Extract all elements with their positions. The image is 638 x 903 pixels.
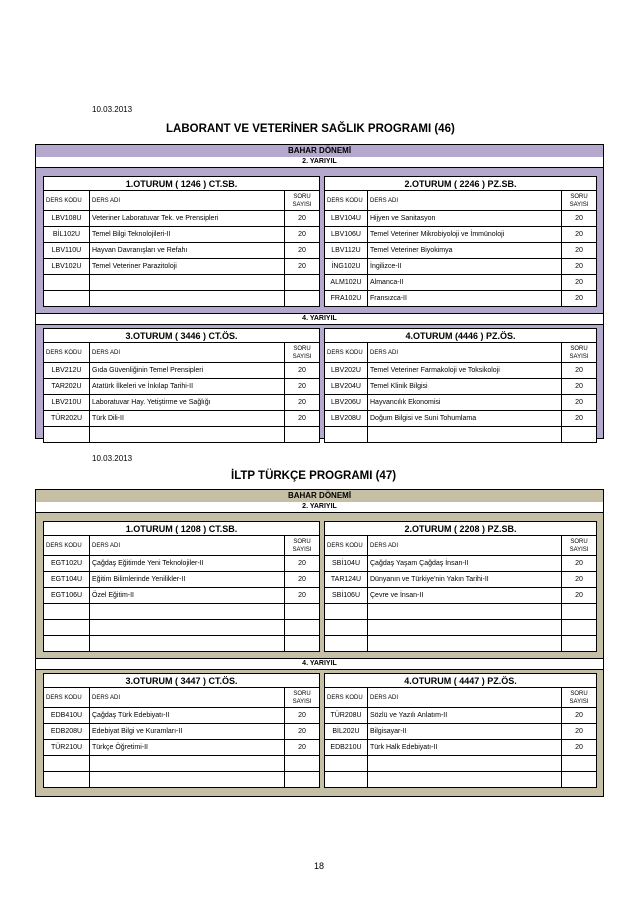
col-name-header: DERS ADI [368, 536, 562, 556]
table-row [325, 756, 597, 772]
course-name: Çağdaş Eğitimde Yeni Teknolojiler-II [90, 556, 285, 572]
session-table [43, 328, 320, 443]
exam-date: 10.03.2013 [92, 454, 133, 463]
course-code: LBV104U [325, 211, 368, 227]
course-code [325, 604, 368, 620]
course-code: TAR202U [44, 379, 90, 395]
course-code [44, 604, 90, 620]
session-table [43, 176, 320, 307]
col-code-header: DERS KODU [44, 536, 90, 556]
col-code-header: DERS KODU [325, 688, 368, 708]
question-count [285, 427, 320, 443]
question-count [285, 636, 320, 652]
course-name [368, 604, 562, 620]
table-row [44, 724, 320, 740]
table-row [44, 227, 320, 243]
course-name: Türk Dili-II [90, 411, 285, 427]
course-code: EDB210U [325, 740, 368, 756]
table-row [325, 379, 597, 395]
table-row [44, 259, 320, 275]
course-name [368, 620, 562, 636]
course-name: Fransızca-II [368, 291, 562, 307]
course-name [368, 772, 562, 788]
session-title: 4.OTURUM (4446 ) PZ.ÖS. [325, 329, 597, 343]
program-panel [35, 489, 604, 797]
col-name-header: DERS ADI [368, 191, 562, 211]
col-code-header: DERS KODU [44, 191, 90, 211]
course-code: İNG102U [325, 259, 368, 275]
course-name: İngilizce-II [368, 259, 562, 275]
course-code: LBV204U [325, 379, 368, 395]
table-row [44, 556, 320, 572]
course-name [368, 756, 562, 772]
session-table [324, 673, 597, 788]
table-row [44, 243, 320, 259]
course-code [44, 620, 90, 636]
course-name: Edebiyat Bilgi ve Kuramları-II [90, 724, 285, 740]
course-name: Çevre ve İnsan-II [368, 588, 562, 604]
table-row [325, 427, 597, 443]
question-count: 20 [562, 291, 597, 307]
col-name-header: DERS ADI [90, 343, 285, 363]
col-count-header: SORU SAYISI [562, 343, 597, 363]
course-code: LBV102U [44, 259, 90, 275]
question-count: 20 [562, 572, 597, 588]
table-row [44, 636, 320, 652]
course-name [90, 636, 285, 652]
table-row [44, 708, 320, 724]
table-row [325, 772, 597, 788]
col-code-header: DERS KODU [325, 343, 368, 363]
question-count: 20 [285, 708, 320, 724]
table-row [44, 572, 320, 588]
course-name: Bilgisayar-II [368, 724, 562, 740]
col-code-header: DERS KODU [44, 343, 90, 363]
course-name: Hijyen ve Sanitasyon [368, 211, 562, 227]
question-count [562, 772, 597, 788]
program-panel [35, 144, 604, 439]
col-name-header: DERS ADI [368, 343, 562, 363]
course-code [44, 756, 90, 772]
question-count: 20 [562, 227, 597, 243]
course-name: Temel Veteriner Farmakoloji ve Toksikoloji [368, 363, 562, 379]
col-name-header: DERS ADI [90, 536, 285, 556]
course-code [44, 275, 90, 291]
question-count: 20 [562, 363, 597, 379]
table-row [325, 291, 597, 307]
question-count [562, 636, 597, 652]
course-code: EDB208U [44, 724, 90, 740]
table-row [325, 275, 597, 291]
course-name [90, 427, 285, 443]
col-code-header: DERS KODU [325, 536, 368, 556]
table-row [325, 243, 597, 259]
course-name: Sözlü ve Yazılı Anlatım-II [368, 708, 562, 724]
col-code-header: DERS KODU [44, 688, 90, 708]
question-count [562, 604, 597, 620]
course-code: BİL202U [325, 724, 368, 740]
course-code [44, 427, 90, 443]
course-name: Temel Veteriner Parazitoloji [90, 259, 285, 275]
course-code: TÜR208U [325, 708, 368, 724]
course-code: BİL102U [44, 227, 90, 243]
exam-date: 10.03.2013 [92, 105, 133, 114]
course-code: LBV208U [325, 411, 368, 427]
course-code [44, 772, 90, 788]
session-title: 1.OTURUM ( 1246 ) CT.SB. [44, 177, 320, 191]
course-code: EDB410U [44, 708, 90, 724]
question-count: 20 [562, 588, 597, 604]
question-count [285, 772, 320, 788]
semester-header: 2. YARIYIL [36, 157, 603, 168]
question-count: 20 [285, 556, 320, 572]
course-name: Türkçe Öğretimi-II [90, 740, 285, 756]
question-count: 20 [562, 211, 597, 227]
table-row [44, 275, 320, 291]
course-name: Veteriner Laboratuvar Tek. ve Prensipleri [90, 211, 285, 227]
question-count: 20 [562, 724, 597, 740]
course-name [368, 636, 562, 652]
table-row [325, 604, 597, 620]
course-code [44, 636, 90, 652]
question-count: 20 [285, 395, 320, 411]
question-count: 20 [562, 708, 597, 724]
course-name: Laboratuvar Hay. Yetiştirme ve Sağlığı [90, 395, 285, 411]
question-count: 20 [285, 411, 320, 427]
course-code: EGT106U [44, 588, 90, 604]
course-code [44, 291, 90, 307]
question-count: 20 [562, 411, 597, 427]
table-row [44, 604, 320, 620]
session-title: 2.OTURUM ( 2208 ) PZ.SB. [325, 522, 597, 536]
course-name [90, 620, 285, 636]
col-count-header: SORU SAYISI [562, 688, 597, 708]
course-code: SBİ104U [325, 556, 368, 572]
course-code: LBV108U [44, 211, 90, 227]
course-name [368, 427, 562, 443]
session-title: 4.OTURUM ( 4447 ) PZ.ÖS. [325, 674, 597, 688]
course-code: LBV112U [325, 243, 368, 259]
question-count: 20 [562, 556, 597, 572]
course-code: SBİ106U [325, 588, 368, 604]
table-row [325, 724, 597, 740]
question-count: 20 [285, 724, 320, 740]
course-code: LBV106U [325, 227, 368, 243]
course-name: Temel Klinik Bilgisi [368, 379, 562, 395]
question-count: 20 [285, 588, 320, 604]
course-name: Temel Bilgi Teknolojileri-II [90, 227, 285, 243]
question-count: 20 [562, 275, 597, 291]
question-count: 20 [562, 740, 597, 756]
question-count: 20 [285, 259, 320, 275]
page-number: 18 [313, 861, 324, 871]
table-row [325, 708, 597, 724]
course-code: EGT102U [44, 556, 90, 572]
table-row [44, 772, 320, 788]
table-row [44, 620, 320, 636]
term-header: BAHAR DÖNEMİ [287, 146, 352, 155]
course-name: Türk Halk Edebiyatı-II [368, 740, 562, 756]
col-count-header: SORU SAYISI [562, 536, 597, 556]
session-table [324, 176, 597, 307]
session-title: 2.OTURUM ( 2246 ) PZ.SB. [325, 177, 597, 191]
course-name: Özel Eğitim-II [90, 588, 285, 604]
question-count [562, 756, 597, 772]
col-count-header: SORU SAYISI [285, 536, 320, 556]
course-name: Almanca-II [368, 275, 562, 291]
question-count: 20 [562, 379, 597, 395]
table-row [325, 395, 597, 411]
question-count: 20 [285, 572, 320, 588]
table-row [325, 572, 597, 588]
table-row [325, 411, 597, 427]
table-row [44, 427, 320, 443]
course-name [90, 756, 285, 772]
course-code [325, 772, 368, 788]
question-count [285, 275, 320, 291]
question-count: 20 [285, 379, 320, 395]
table-row [325, 588, 597, 604]
table-row [44, 411, 320, 427]
course-code [325, 636, 368, 652]
question-count [285, 291, 320, 307]
table-row [44, 395, 320, 411]
session-table [43, 521, 320, 652]
course-name [90, 291, 285, 307]
question-count: 20 [285, 211, 320, 227]
question-count: 20 [562, 259, 597, 275]
course-code: LBV212U [44, 363, 90, 379]
session-table [43, 673, 320, 788]
question-count: 20 [285, 243, 320, 259]
question-count: 20 [562, 395, 597, 411]
col-code-header: DERS KODU [325, 191, 368, 211]
course-name: Hayvancılık Ekonomisi [368, 395, 562, 411]
semester-header: 4. YARIYIL [36, 658, 603, 670]
table-row [325, 363, 597, 379]
course-name: Temel Veteriner Biyokimya [368, 243, 562, 259]
course-code: EGT104U [44, 572, 90, 588]
term-header: BAHAR DÖNEMİ [287, 491, 352, 500]
course-name [90, 772, 285, 788]
table-row [325, 227, 597, 243]
table-row [325, 259, 597, 275]
question-count: 20 [285, 740, 320, 756]
col-name-header: DERS ADI [368, 688, 562, 708]
course-code: ALM102U [325, 275, 368, 291]
program-title: LABORANT VE VETERİNER SAĞLIK PROGRAMI (46) [166, 123, 455, 135]
course-name [90, 275, 285, 291]
session-title: 3.OTURUM ( 3446 ) CT.ÖS. [44, 329, 320, 343]
table-row [44, 588, 320, 604]
table-row [325, 556, 597, 572]
course-name: Eğitim Bilimlerinde Yenilikler-II [90, 572, 285, 588]
question-count [285, 620, 320, 636]
semester-header: 4. YARIYIL [36, 313, 603, 325]
table-row [44, 211, 320, 227]
session-table [324, 521, 597, 652]
table-row [325, 211, 597, 227]
session-title: 3.OTURUM ( 3447 ) CT.ÖS. [44, 674, 320, 688]
table-row [44, 363, 320, 379]
program-title: İLTP TÜRKÇE PROGRAMI (47) [231, 470, 397, 482]
table-row [44, 756, 320, 772]
semester-header: 2. YARIYIL [36, 502, 603, 513]
course-code: TÜR210U [44, 740, 90, 756]
col-count-header: SORU SAYISI [562, 191, 597, 211]
course-name: Gıda Güvenliğinin Temel Prensipleri [90, 363, 285, 379]
course-name: Temel Veteriner Mikrobiyoloji ve İmmünoloji [368, 227, 562, 243]
course-name: Hayvan Davranışları ve Refahı [90, 243, 285, 259]
col-name-header: DERS ADI [90, 688, 285, 708]
course-code [325, 620, 368, 636]
table-row [325, 740, 597, 756]
col-count-header: SORU SAYISI [285, 191, 320, 211]
course-name: Dünyanın ve Türkiye'nin Yakın Tarihi-II [368, 572, 562, 588]
question-count: 20 [285, 363, 320, 379]
course-code: FRA102U [325, 291, 368, 307]
table-row [44, 740, 320, 756]
course-code: LBV210U [44, 395, 90, 411]
session-title: 1.OTURUM ( 1208 ) CT.SB. [44, 522, 320, 536]
course-code: LBV206U [325, 395, 368, 411]
col-count-header: SORU SAYISI [285, 688, 320, 708]
table-row [44, 379, 320, 395]
question-count [285, 756, 320, 772]
session-table [324, 328, 597, 443]
course-code: TAR124U [325, 572, 368, 588]
course-name: Çağdaş Yaşam Çağdaş İnsan-II [368, 556, 562, 572]
table-row [44, 291, 320, 307]
course-code: LBV202U [325, 363, 368, 379]
course-name [90, 604, 285, 620]
question-count [285, 604, 320, 620]
course-code: TÜR202U [44, 411, 90, 427]
course-name: Çağdaş Türk Edebiyatı-II [90, 708, 285, 724]
question-count [562, 620, 597, 636]
question-count: 20 [285, 227, 320, 243]
course-name: Doğum Bilgisi ve Suni Tohumlama [368, 411, 562, 427]
course-code [325, 756, 368, 772]
question-count: 20 [562, 243, 597, 259]
course-code: LBV110U [44, 243, 90, 259]
question-count [562, 427, 597, 443]
table-row [325, 620, 597, 636]
course-name: Atatürk İlkeleri ve İnkılap Tarihi-II [90, 379, 285, 395]
col-name-header: DERS ADI [90, 191, 285, 211]
course-code [325, 427, 368, 443]
col-count-header: SORU SAYISI [285, 343, 320, 363]
table-row [325, 636, 597, 652]
